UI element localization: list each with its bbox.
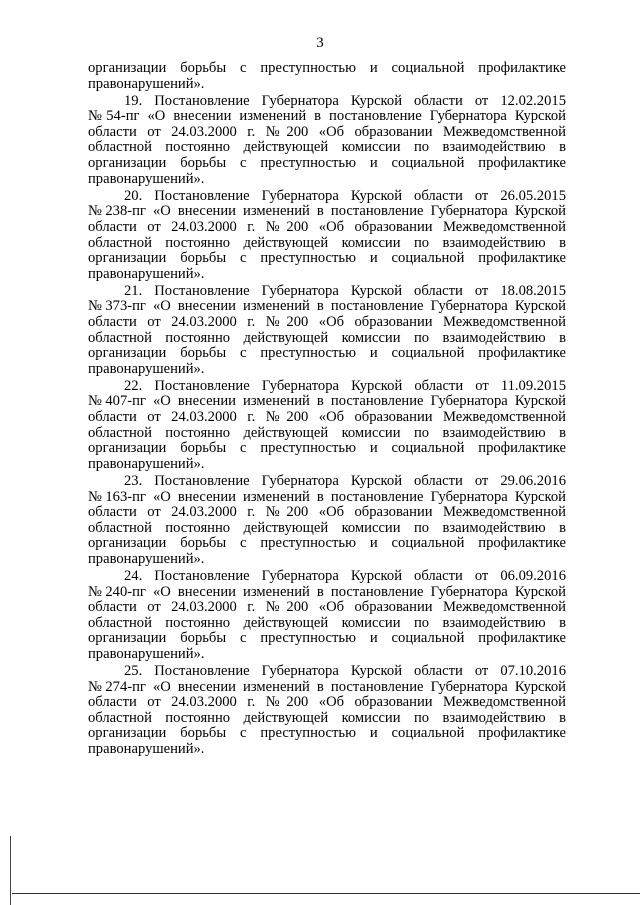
scan-margin-line (10, 836, 11, 905)
item-line: областной постоянно действующей комиссии по взаимодействию в (88, 520, 566, 536)
item-line: 21. Постановление Губернатора Курской области от 18.08.2015 (124, 283, 566, 299)
page-number: 3 (316, 35, 324, 51)
item-line: областной постоянно действующей комиссии по взаимодействию в (88, 235, 566, 251)
item-line: №240-пг «О внесении изменений в постановление Губернатора Курской (88, 584, 566, 600)
item-line: правонарушений». (88, 361, 205, 377)
item-line: №54-пг «О внесении изменений в постановление Губернатора Курской (88, 109, 566, 125)
scan-bottom-edge (12, 893, 640, 894)
intro-line: организации борьбы с преступностью и социальной профилактике (88, 61, 566, 76)
item-line: правонарушений». (88, 171, 205, 187)
list-item (88, 94, 566, 188)
list-item (88, 664, 566, 758)
item-line: 23. Постановление Губернатора Курской области от 29.06.2016 (124, 473, 566, 489)
intro-line: правонарушений». (88, 76, 205, 92)
item-line: организации борьбы с преступностью и социальной профилактике (88, 251, 566, 267)
list-item (88, 284, 566, 378)
item-line: организации борьбы с преступностью и социальной профилактике (88, 346, 566, 362)
item-line: области от 24.03.2000 г. №200 «Об образовании Межведомственной (88, 410, 566, 426)
document-body (88, 61, 566, 759)
item-line: области от 24.03.2000 г. №200 «Об образовании Межведомственной (88, 315, 566, 330)
item-line: правонарушений». (88, 266, 205, 282)
item-line: 22. Постановление Губернатора Курской области от 11.09.2015 (124, 378, 566, 394)
item-line: областной постоянно действующей комиссии по взаимодействию в (88, 425, 566, 441)
item-line: организации борьбы с преступностью и социальной профилактике (88, 156, 566, 172)
item-line: организации борьбы с преступностью и социальной профилактике (88, 631, 566, 647)
item-line: правонарушений». (88, 551, 205, 567)
item-line: областной постоянно действующей комиссии по взаимодействию в (88, 330, 566, 346)
item-line: 24. Постановление Губернатора Курской области от 06.09.2016 (124, 569, 566, 584)
item-line: 25. Постановление Губернатора Курской области от 07.10.2016 (124, 664, 566, 680)
item-line: №407-пг «О внесении изменений в постановление Губернатора Курской (88, 394, 566, 410)
intro-paragraph (88, 61, 566, 92)
list-item (88, 189, 566, 283)
item-line: №274-пг «О внесении изменений в постановление Губернатора Курской (88, 679, 566, 695)
item-line: №373-пг «О внесении изменений в постановление Губернатора Курской (88, 299, 566, 315)
item-line: областной постоянно действующей комиссии по взаимодействию в (88, 710, 566, 726)
item-line: №163-пг «О внесении изменений в постановление Губернатора Курской (88, 489, 566, 505)
item-line: 19. Постановление Губернатора Курской области от 12.02.2015 (124, 93, 566, 109)
item-line: 20. Постановление Губернатора Курской области от 26.05.2015 (124, 188, 566, 204)
item-line: правонарушений». (88, 742, 205, 758)
item-line: областной постоянно действующей комиссии по взаимодействию в (88, 140, 566, 156)
item-line: №238-пг «О внесении изменений в постановление Губернатора Курской (88, 204, 566, 220)
item-line: области от 24.03.2000 г. №200 «Об образовании Межведомственной (88, 695, 566, 711)
list-item (88, 569, 566, 663)
item-line: правонарушений». (88, 456, 205, 472)
item-line: организации борьбы с преступностью и социальной профилактике (88, 441, 566, 457)
item-line: области от 24.03.2000 г. №200 «Об образовании Межведомственной (88, 219, 566, 235)
item-line: организации борьбы с преступностью и социальной профилактике (88, 726, 566, 742)
item-line: областной постоянно действующей комиссии по взаимодействию в (88, 615, 566, 631)
item-line: правонарушений». (88, 646, 205, 662)
list-item (88, 379, 566, 473)
list-item (88, 474, 566, 568)
item-line: организации борьбы с преступностью и социальной профилактике (88, 536, 566, 552)
items-list (88, 94, 566, 758)
item-line: области от 24.03.2000 г. №200 «Об образовании Межведомственной (88, 600, 566, 616)
item-line: области от 24.03.2000 г. №200 «Об образовании Межведомственной (88, 124, 566, 140)
item-line: области от 24.03.2000 г. №200 «Об образовании Межведомственной (88, 505, 566, 521)
